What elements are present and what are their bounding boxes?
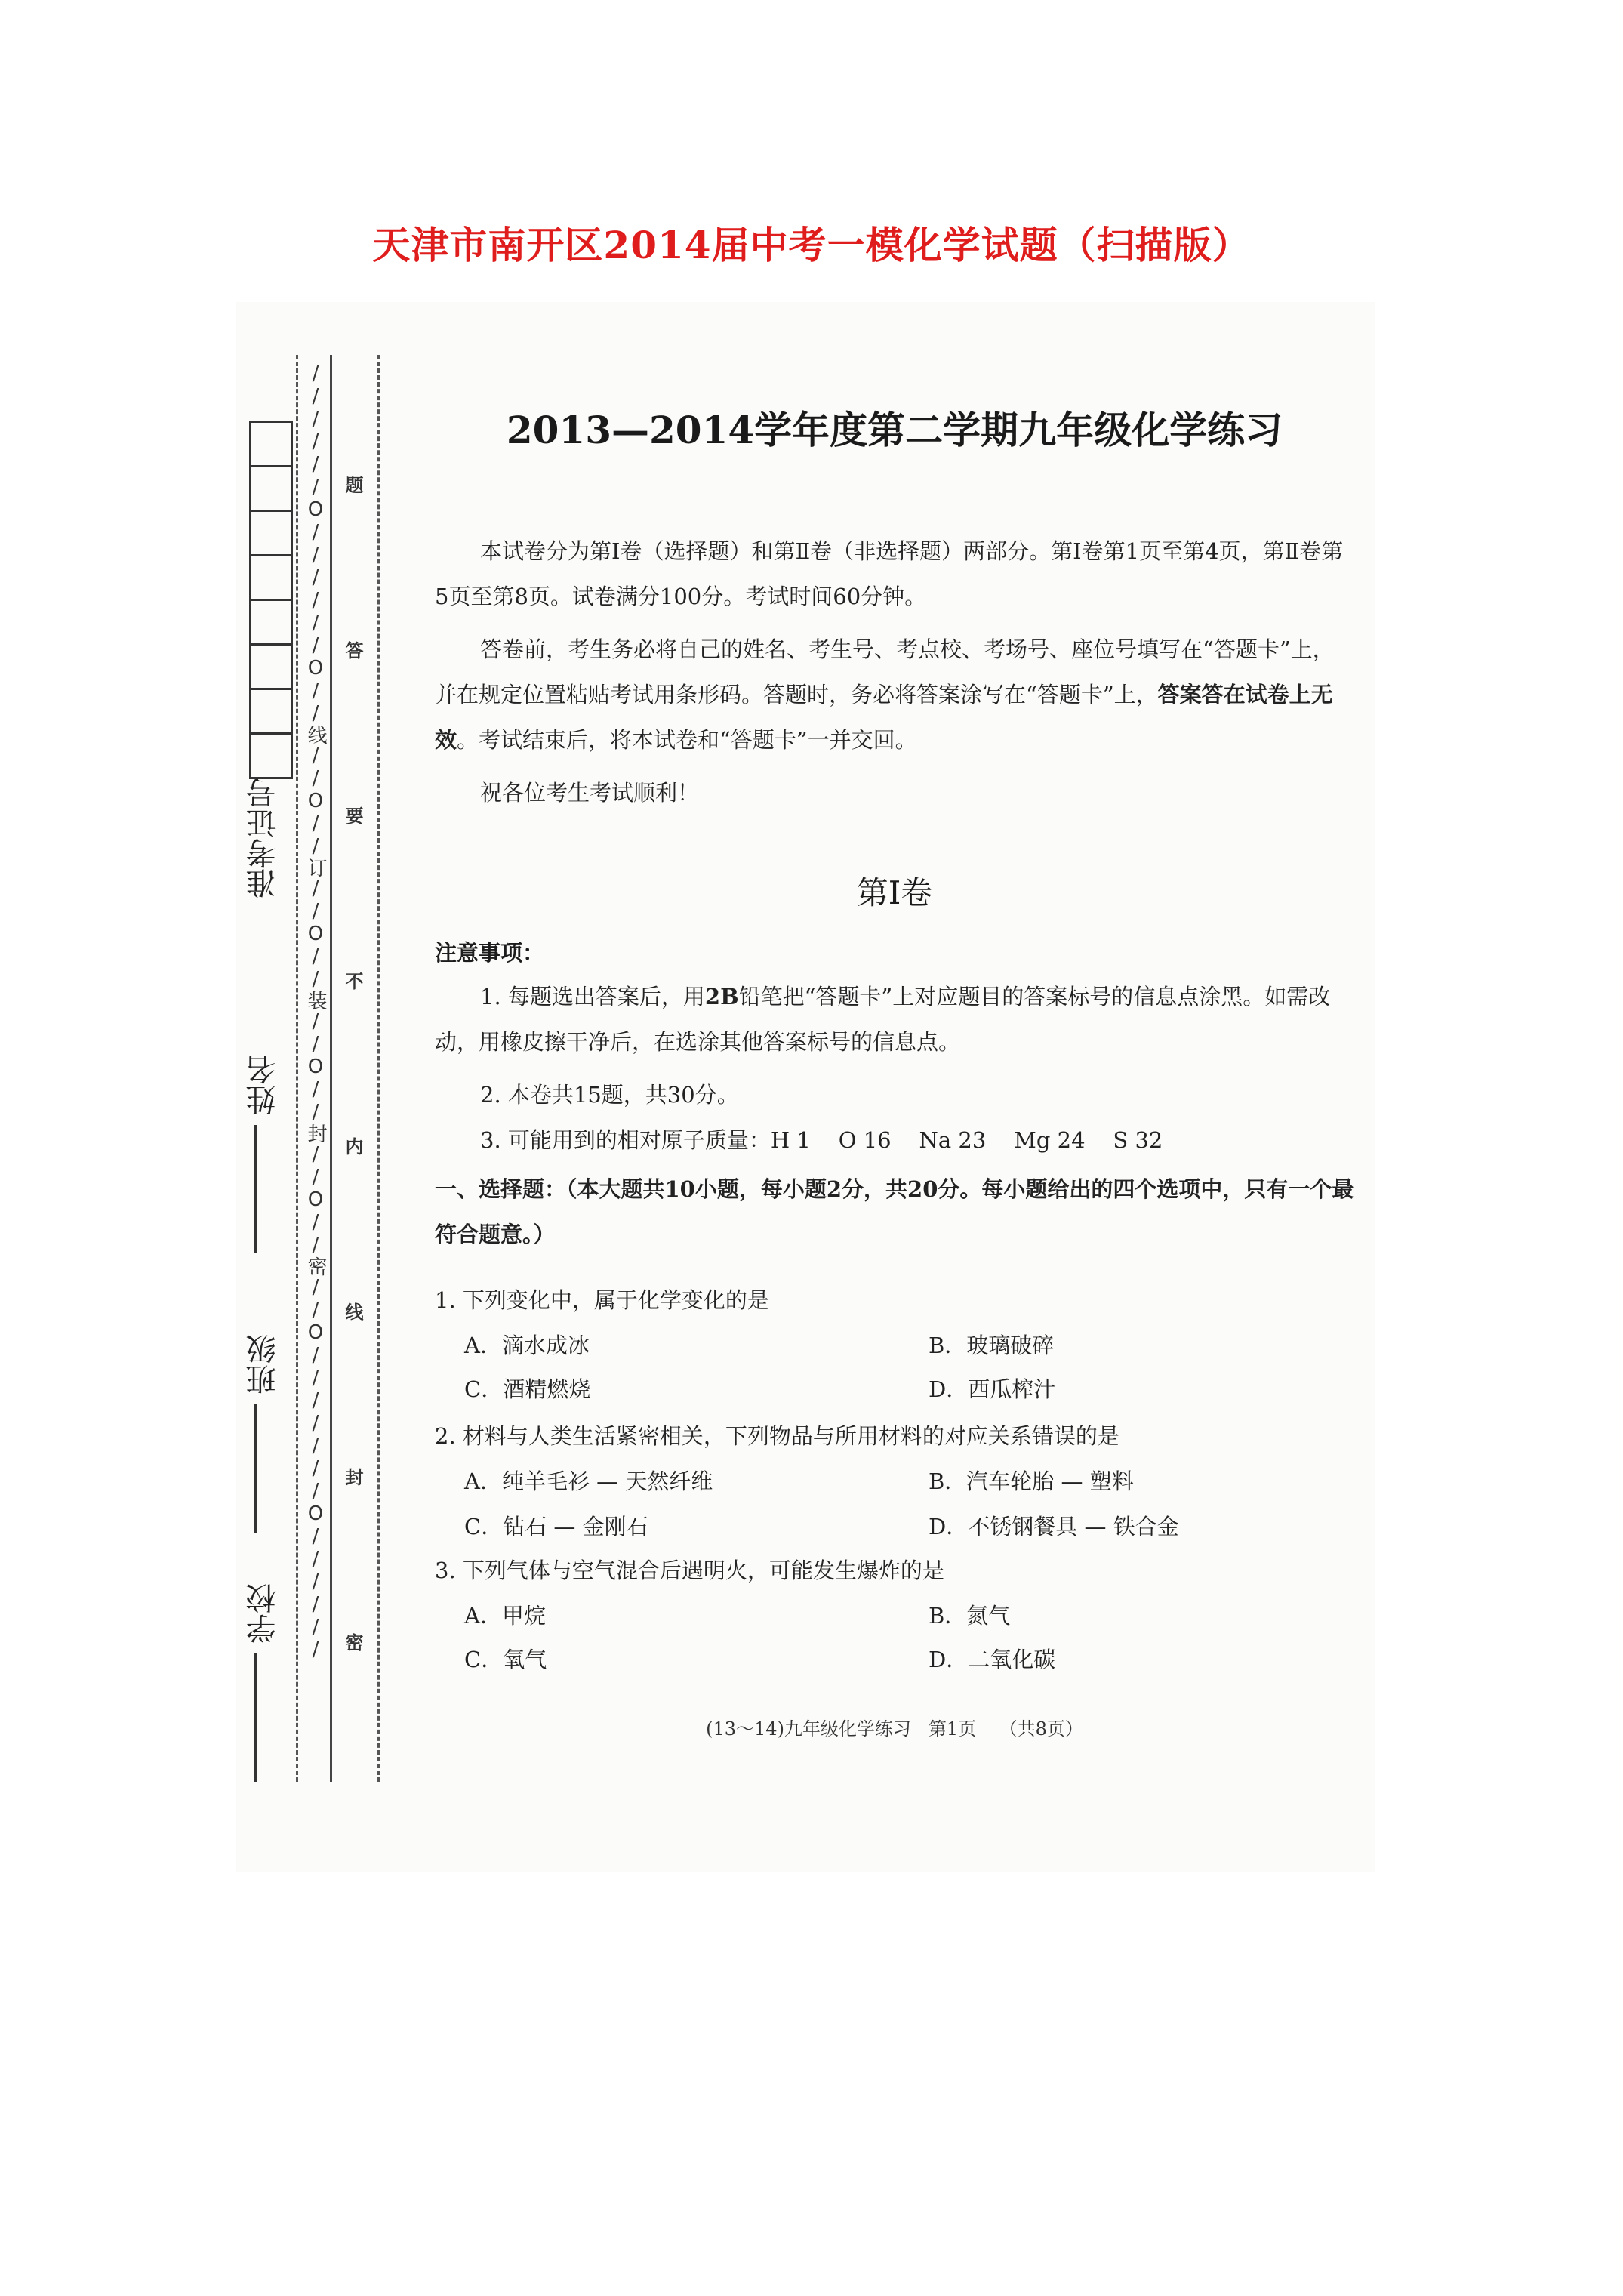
notice-item-3: 3. 可能用到的相对原子质量：H 1 O 16 Na 23 Mg 24 S 32 — [480, 1127, 1163, 1153]
question-3-stem: 3. 下列气体与空气混合后遇明火，可能发生爆炸的是 — [435, 1558, 944, 1583]
cut-line-right — [377, 355, 380, 1782]
name-label: 姓名 — [246, 1055, 281, 1116]
question-3-option-a[interactable]: A．甲烷 — [464, 1603, 546, 1629]
page-footer: (13～14)九年级化学练习 第1页 （共8页） — [706, 1718, 1083, 1740]
intro-paragraph-3: 祝各位考生考试顺利！ — [480, 780, 700, 806]
intro-paragraph-2: 答卷前，考生务必将自己的姓名、考生号、考点校、考场号、座位号填写在“答题卡”上，并在规定位置粘贴考试用条形码。答题时，务必将答案涂写在“答题卡”上，答案答在试卷上无效。考试结束后，将本试卷和“答题卡”一并交回。 — [435, 636, 1335, 753]
page-title: 天津市南开区2014届中考一模化学试题（扫描版） — [372, 223, 1251, 267]
id-number-boxes[interactable] — [249, 423, 291, 779]
question-3-option-c[interactable]: C．氧气 — [464, 1647, 547, 1672]
notice-heading: 注意事项： — [435, 940, 545, 966]
notice-item-2: 2. 本卷共15题，共30分。 — [480, 1082, 739, 1108]
binding-inner-column: 题答要不内线封密 — [342, 476, 364, 1798]
question-3-option-d[interactable]: D．二氧化碳 — [929, 1647, 1056, 1672]
class-label: 班级 — [246, 1334, 281, 1395]
exam-title: 2013—2014学年度第二学期九年级化学练习 — [506, 408, 1283, 452]
class-field[interactable] — [242, 1284, 287, 1533]
question-2-stem: 2. 材料与人类生活紧密相关，下列物品与所用材料的对应关系错误的是 — [435, 1423, 1119, 1449]
intro-paragraph-1: 本试卷分为第Ⅰ卷（选择题）和第Ⅱ卷（非选择题）两部分。第Ⅰ卷第1页至第4页，第Ⅱ卷第5页至第8页。试卷满分100分。考试时间60分钟。 — [435, 538, 1344, 609]
id-number-label: 准考证号 — [246, 778, 281, 898]
school-field[interactable] — [242, 1555, 287, 1782]
question-2-option-b[interactable]: B．汽车轮胎 — 塑料 — [929, 1469, 1134, 1494]
school-label: 学校 — [246, 1583, 281, 1644]
section-title: 第Ⅰ卷 — [856, 874, 933, 911]
question-2-option-a[interactable]: A．纯羊毛衫 — 天然纤维 — [464, 1469, 713, 1494]
question-1-option-a[interactable]: A．滴水成冰 — [464, 1333, 590, 1358]
notice-item-1: 1. 每题选出答案后，用2B铅笔把“答题卡”上对应题目的答案标号的信息点涂黑。如需改动，用橡皮擦干净后，在选涂其他答案标号的信息点。 — [435, 984, 1331, 1055]
question-1-option-d[interactable]: D．西瓜榨汁 — [929, 1376, 1056, 1402]
question-1-option-b[interactable]: B．玻璃破碎 — [929, 1333, 1055, 1358]
name-field[interactable] — [242, 966, 287, 1253]
cut-line-left — [296, 355, 298, 1782]
question-1-option-c[interactable]: C．酒精燃烧 — [464, 1376, 591, 1402]
question-1-stem: 1. 下列变化中，属于化学变化的是 — [435, 1287, 769, 1313]
question-3-option-b[interactable]: B．氮气 — [929, 1603, 1011, 1629]
question-2-option-d[interactable]: D．不锈钢餐具 — 铁合金 — [929, 1514, 1179, 1539]
question-2-option-c[interactable]: C．钻石 — 金刚石 — [464, 1514, 648, 1539]
binding-slash-column: //////O//////O//线//O//订//O//装//O//封//O//密//O///////O////// — [304, 362, 327, 1661]
part-1-heading: 一、选择题：（本大题共10小题，每小题2分，共20分。每小题给出的四个选项中，只有一个最符合题意。） — [435, 1176, 1354, 1247]
